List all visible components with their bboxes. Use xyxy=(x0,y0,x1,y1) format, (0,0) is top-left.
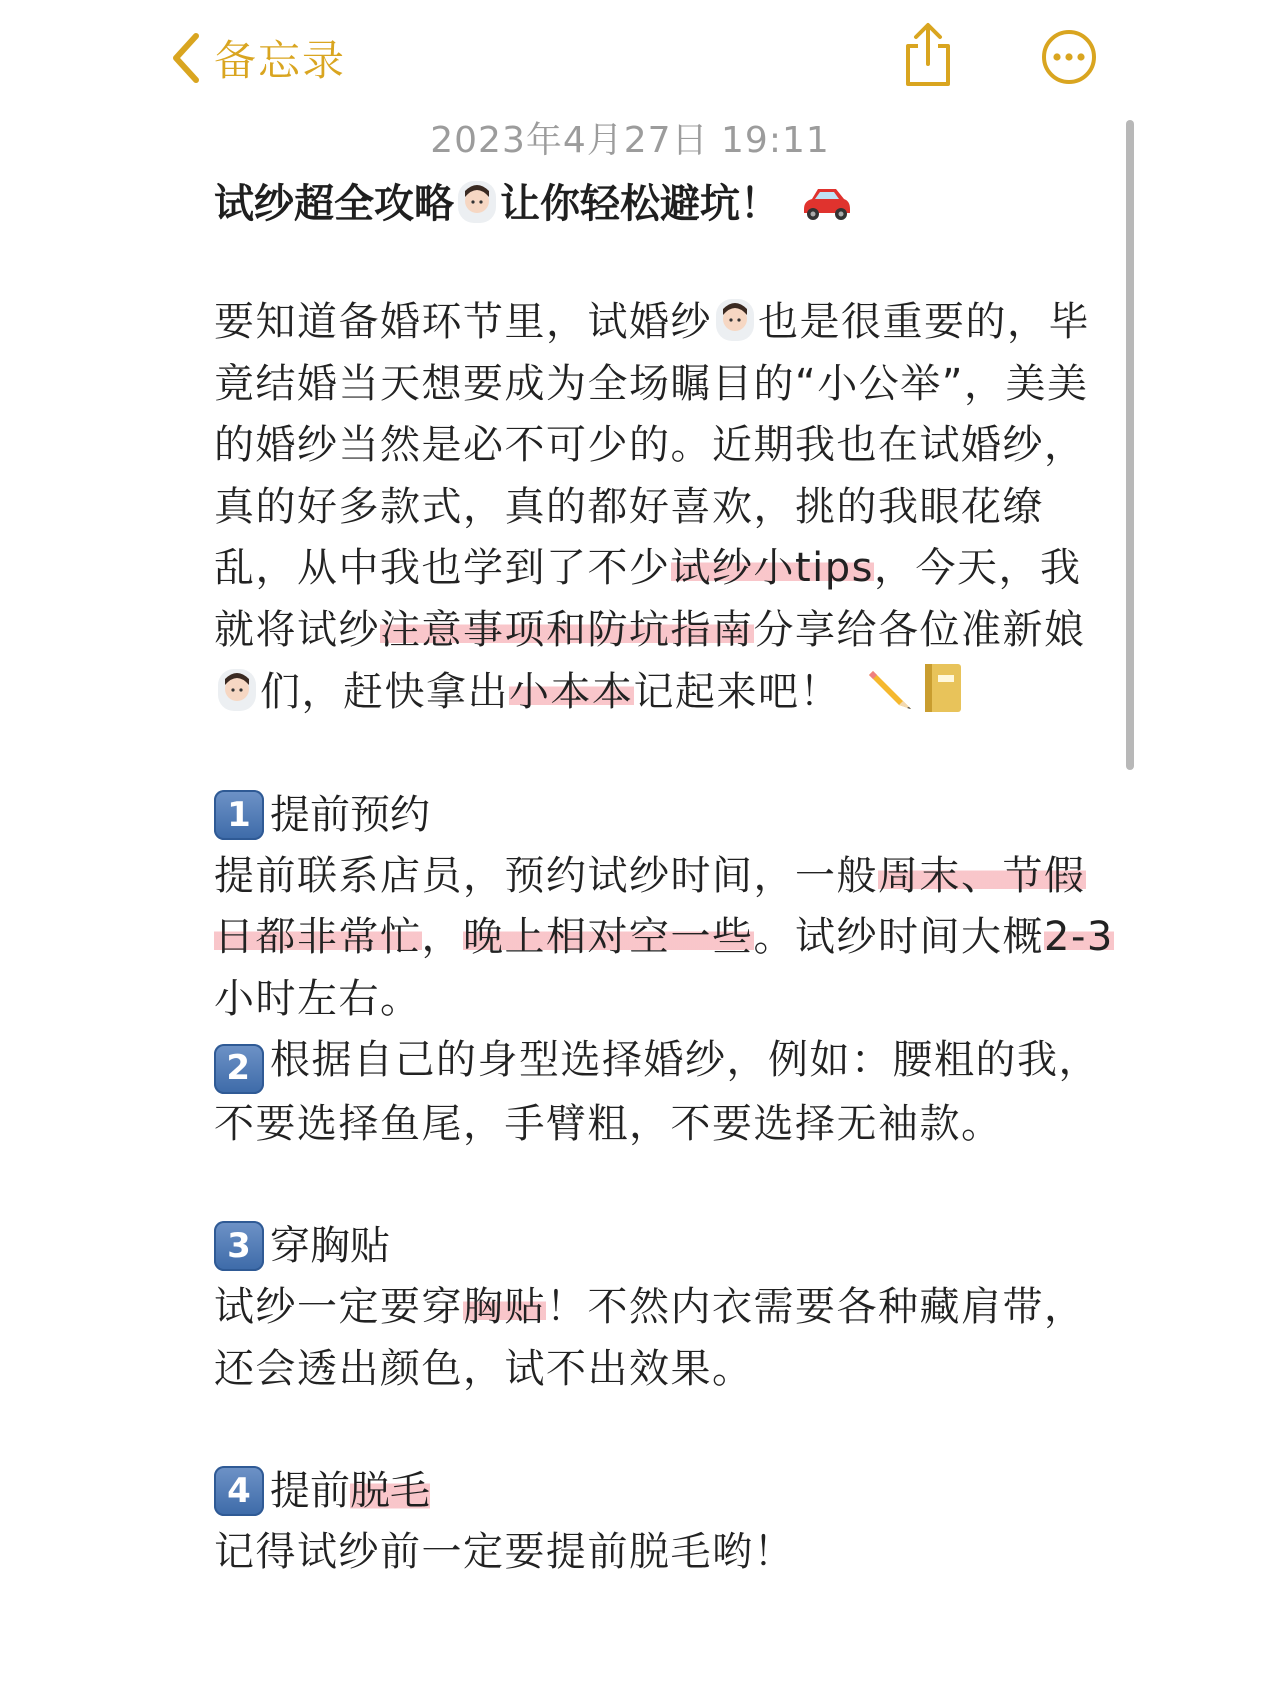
car-emoji-icon xyxy=(798,183,854,223)
highlight-notice: 注意事项和 xyxy=(380,606,588,653)
bride-emoji-icon xyxy=(454,179,500,225)
keycap-2-icon: 2 xyxy=(214,1044,264,1094)
highlight-weekend: 周末、节假日都非常忙 xyxy=(214,852,1086,960)
section-heading: 1 提前预约 xyxy=(214,784,1114,846)
section-2 xyxy=(214,1030,1114,1155)
highlight-hours: 2-3 xyxy=(1044,914,1114,960)
section-text: 2 根据自己的身型选择婚纱，例如：腰粗的我，不要选择鱼尾，手臂粗，不要选择无袖款。 xyxy=(214,1037,1100,1147)
highlight-notebook: 小本本 xyxy=(509,669,634,715)
scrollbar[interactable] xyxy=(1126,120,1134,770)
section-text: 提前联系店员，预约试纱时间，一般周末、节假日都非常忙，晚上相对空一些。试纱时间大概2-3小时左右。 xyxy=(214,852,1114,1022)
navigation-bar xyxy=(0,0,1280,110)
highlight-hair: 脱毛 xyxy=(350,1460,430,1522)
highlight-guide: 防坑指南 xyxy=(587,606,754,653)
chevron-left-icon xyxy=(168,32,204,84)
section-text: 记得试纱前一定要提前脱毛哟！ xyxy=(214,1529,795,1576)
back-button[interactable] xyxy=(168,26,346,90)
keycap-1-icon: 1 xyxy=(214,790,264,840)
note-body[interactable] xyxy=(214,172,1114,1584)
section-1 xyxy=(214,784,1114,1031)
pencil-emoji-icon xyxy=(863,661,917,715)
bride-emoji-icon xyxy=(214,667,260,713)
highlight-chest: 胸贴 xyxy=(463,1284,546,1331)
note-title: 试纱超全攻略 让你轻松避坑！ xyxy=(214,172,1114,236)
notebook-emoji-icon xyxy=(921,661,965,715)
section-text: 试纱一定要穿胸贴！不然内衣需要各种藏肩带，还会透出颜色，试不出效果。 xyxy=(214,1284,1086,1392)
section-4 xyxy=(214,1460,1114,1584)
highlight-tips: 试纱小tips xyxy=(670,545,875,591)
bride-emoji-icon xyxy=(712,297,758,343)
note-timestamp: 2023年4月27日 19:11 xyxy=(430,120,830,161)
section-heading: 4 提前 脱毛 xyxy=(214,1460,1114,1522)
highlight-evening: 晚上相对空一些 xyxy=(463,914,754,960)
share-icon[interactable] xyxy=(900,22,956,88)
more-icon[interactable] xyxy=(1040,28,1098,86)
section-3 xyxy=(214,1215,1114,1400)
intro-paragraph: 要知道备婚环节里，试婚纱 也是很重要的，毕竟结婚当天想要成为全场瞩目的“小公举”，美美的婚纱当然是必不可少的。近期我也在试婚纱，真的好多款式，真的都好喜欢，挑的我眼花缭乱，从中我也学到了不少试纱小tips，今天，我就将试纱注意事项和防坑指南分享给各位准新娘们，赶快拿出小本本记起来吧！ xyxy=(214,299,1090,715)
keycap-4-icon: 4 xyxy=(214,1466,264,1516)
back-label: 备忘录 xyxy=(214,36,347,85)
section-heading: 3 穿胸贴 xyxy=(214,1215,1114,1277)
keycap-3-icon: 3 xyxy=(214,1221,264,1271)
